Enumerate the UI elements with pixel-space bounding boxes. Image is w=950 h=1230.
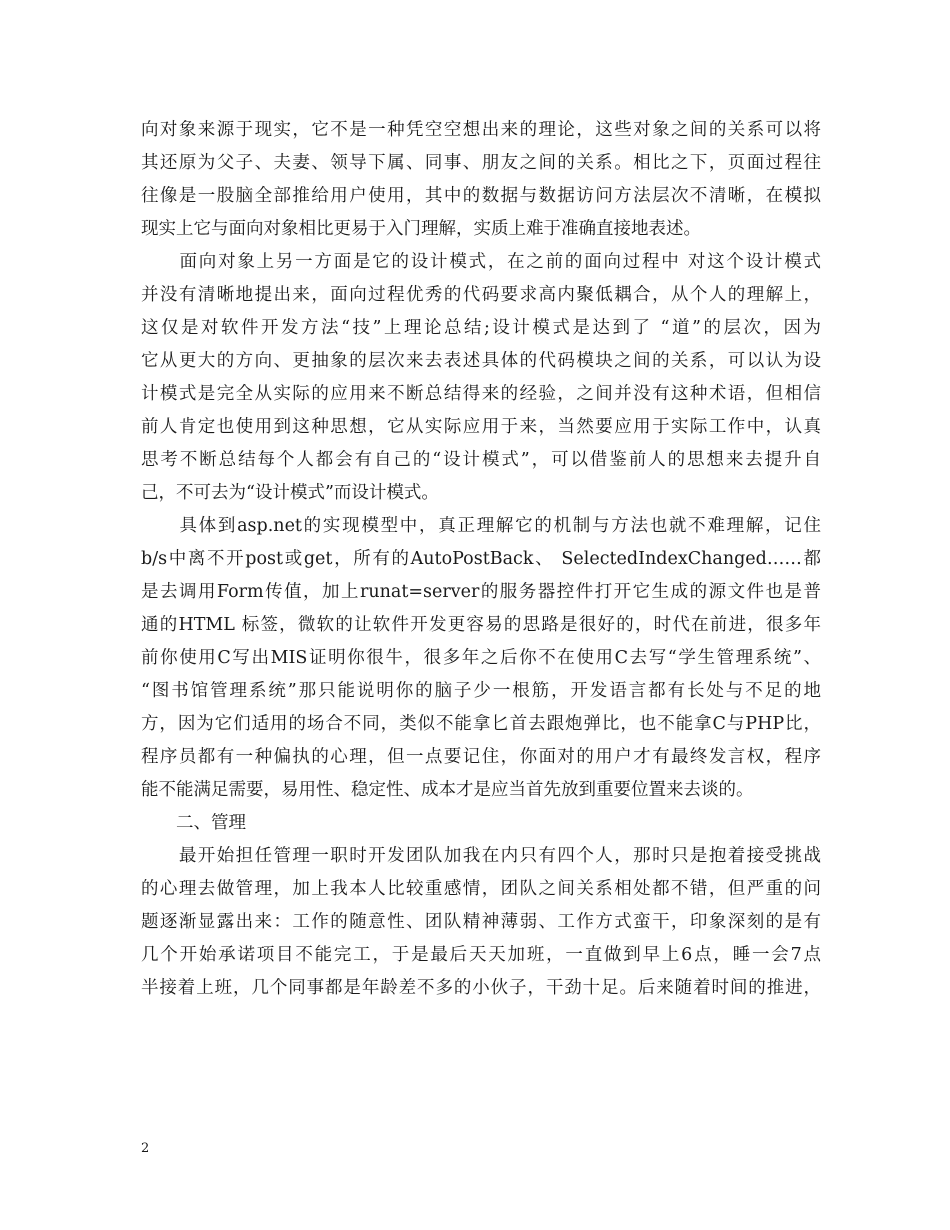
document-body (141, 114, 821, 1005)
text-line: 通的HTML 标签，微软的让软件开发更容易的思路是很好的，时代在前进，很多年 (141, 615, 821, 635)
text-line: 它从更大的方向、更抽象的层次来去表述具体的代码模块之间的关系，可以认为设 (141, 351, 821, 371)
text-line: 方，因为它们适用的场合不同，类似不能拿匕首去跟炮弹比，也不能拿C与PHP比， (141, 714, 821, 734)
text-line: 半接着上班，几个同事都是年龄差不多的小伙子，干劲十足。后来随着时间的推进， (141, 978, 821, 998)
text-line: 并没有清晰地提出来，面向过程优秀的代码要求高内聚低耦合，从个人的理解上， (141, 285, 821, 305)
text-line: b/s中离不开post或get，所有的AutoPostBack、 SelectedIndexChanged……都 (141, 549, 821, 569)
text-line: 程序员都有一种偏执的心理，但一点要记住，你面对的用户才有最终发言权，程序 (141, 747, 821, 767)
text-line: 是去调用Form传值，加上runat=server的服务器控件打开它生成的源文件也是普 (141, 582, 821, 602)
text-line: 具体到asp.net的实现模型中，真正理解它的机制与方法也就不难理解，记住 (141, 516, 821, 536)
text-line: 现实上它与面向对象相比更易于入门理解，实质上难于准确直接地表述。 (141, 219, 701, 239)
text-line: 题逐渐显露出来：工作的随意性、团队精神薄弱、工作方式蛮干，印象深刻的是有 (141, 912, 821, 932)
text-line: 往像是一股脑全部推给用户使用，其中的数据与数据访问方法层次不清晰，在模拟 (141, 186, 821, 206)
text-line: 几个开始承诺项目不能完工，于是最后天天加班，一直做到早上6点，睡一会7点 (141, 945, 821, 965)
text-line: 面向对象上另一方面是它的设计模式，在之前的面向过程中 对这个设计模式 (141, 252, 821, 272)
text-line: “图书馆管理系统”那只能说明你的脑子少一根筋，开发语言都有长处与不足的地 (141, 681, 821, 701)
text-line: 能不能满足需要，易用性、稳定性、成本才是应当首先放到重要位置来去谈的。 (141, 780, 754, 800)
text-line: 二、管理 (141, 813, 246, 833)
text-line: 己，不可去为“设计模式”而设计模式。 (141, 483, 439, 503)
text-line: 计模式是完全从实际的应用来不断总结得来的经验，之间并没有这种术语，但相信 (141, 384, 821, 404)
text-line: 向对象来源于现实，它不是一种凭空空想出来的理论，这些对象之间的关系可以将 (141, 120, 821, 140)
text-line: 的心理去做管理，加上我本人比较重感情，团队之间关系相处都不错，但严重的问 (141, 879, 821, 899)
text-line: 其还原为父子、夫妻、领导下属、同事、朋友之间的关系。相比之下，页面过程往 (141, 153, 821, 173)
text-line: 前你使用C写出MIS证明你很牛，很多年之后你不在使用C去写“学生管理系统”、 (141, 648, 821, 668)
page-number: 2 (141, 1141, 150, 1156)
text-line: 思考不断总结每个人都会有自己的“设计模式”，可以借鉴前人的思想来去提升自 (141, 450, 821, 470)
text-line: 前人肯定也使用到这种思想，它从实际应用于来，当然要应用于实际工作中，认真 (141, 417, 821, 437)
text-line: 最开始担任管理一职时开发团队加我在内只有四个人，那时只是抱着接受挑战 (141, 846, 821, 866)
text-line: 这仅是对软件开发方法“技”上理论总结;设计模式是达到了 “道”的层次，因为 (141, 318, 821, 338)
